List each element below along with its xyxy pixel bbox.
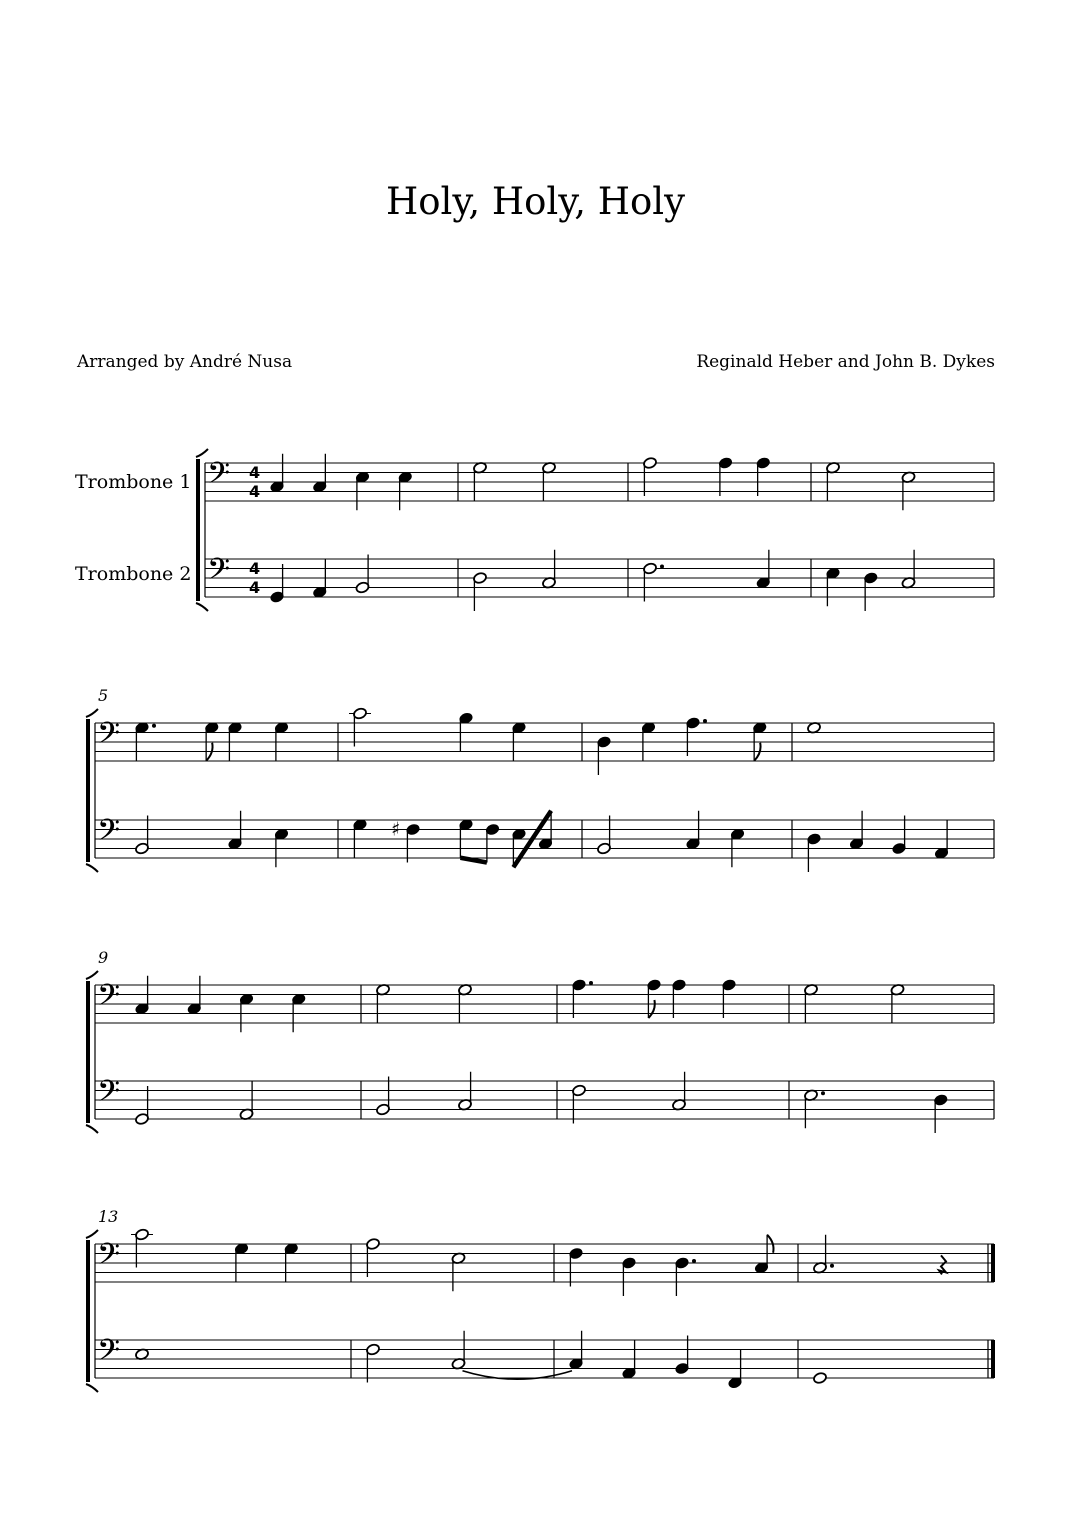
measure-number: 9 bbox=[98, 948, 109, 967]
bracket-bottom-hook bbox=[86, 1125, 98, 1133]
bass-clef-icon: 𝄢 bbox=[97, 1334, 121, 1375]
dot bbox=[821, 1091, 825, 1095]
time-signature-top: 4 bbox=[249, 463, 261, 482]
bracket-top-hook bbox=[86, 1230, 98, 1238]
bass-clef-icon: 𝄢 bbox=[97, 1075, 121, 1116]
bass-clef-icon: 𝄢 bbox=[207, 553, 231, 594]
sharp-accidental: ♯ bbox=[391, 818, 401, 841]
flag bbox=[648, 1000, 654, 1018]
bass-clef-icon: 𝄢 bbox=[207, 457, 231, 498]
time-signature-top: 4 bbox=[249, 559, 261, 578]
bracket-top-hook bbox=[86, 971, 98, 979]
page-title: Holy, Holy, Holy bbox=[385, 180, 686, 223]
dot bbox=[660, 565, 664, 569]
bracket-bottom-hook bbox=[196, 603, 208, 611]
dot bbox=[589, 981, 593, 985]
bass-clef-icon: 𝄢 bbox=[97, 814, 121, 855]
notehead bbox=[813, 1372, 828, 1385]
bass-clef-icon: 𝄢 bbox=[97, 717, 121, 758]
instrument-label-trombone-2: Trombone 2 bbox=[75, 563, 192, 585]
dot bbox=[830, 1264, 834, 1268]
dot bbox=[152, 724, 156, 728]
bracket-bottom-hook bbox=[86, 864, 98, 872]
time-signature-bottom: 4 bbox=[249, 578, 261, 597]
time-signature-bottom: 4 bbox=[249, 482, 261, 501]
bracket-top-hook bbox=[196, 449, 208, 457]
dot bbox=[703, 719, 707, 723]
quarter-rest bbox=[939, 1255, 946, 1274]
composer-credit: Reginald Heber and John B. Dykes bbox=[696, 352, 995, 372]
measure-number: 5 bbox=[98, 686, 109, 705]
instrument-label-trombone-1: Trombone 1 bbox=[75, 471, 192, 493]
bass-clef-icon: 𝄢 bbox=[97, 979, 121, 1020]
bracket-top-hook bbox=[86, 709, 98, 717]
bracket-bottom-hook bbox=[86, 1384, 98, 1392]
dot bbox=[692, 1259, 696, 1263]
bass-clef-icon: 𝄢 bbox=[97, 1238, 121, 1279]
arranger-credit: Arranged by André Nusa bbox=[77, 352, 293, 372]
measure-number: 13 bbox=[98, 1207, 119, 1226]
